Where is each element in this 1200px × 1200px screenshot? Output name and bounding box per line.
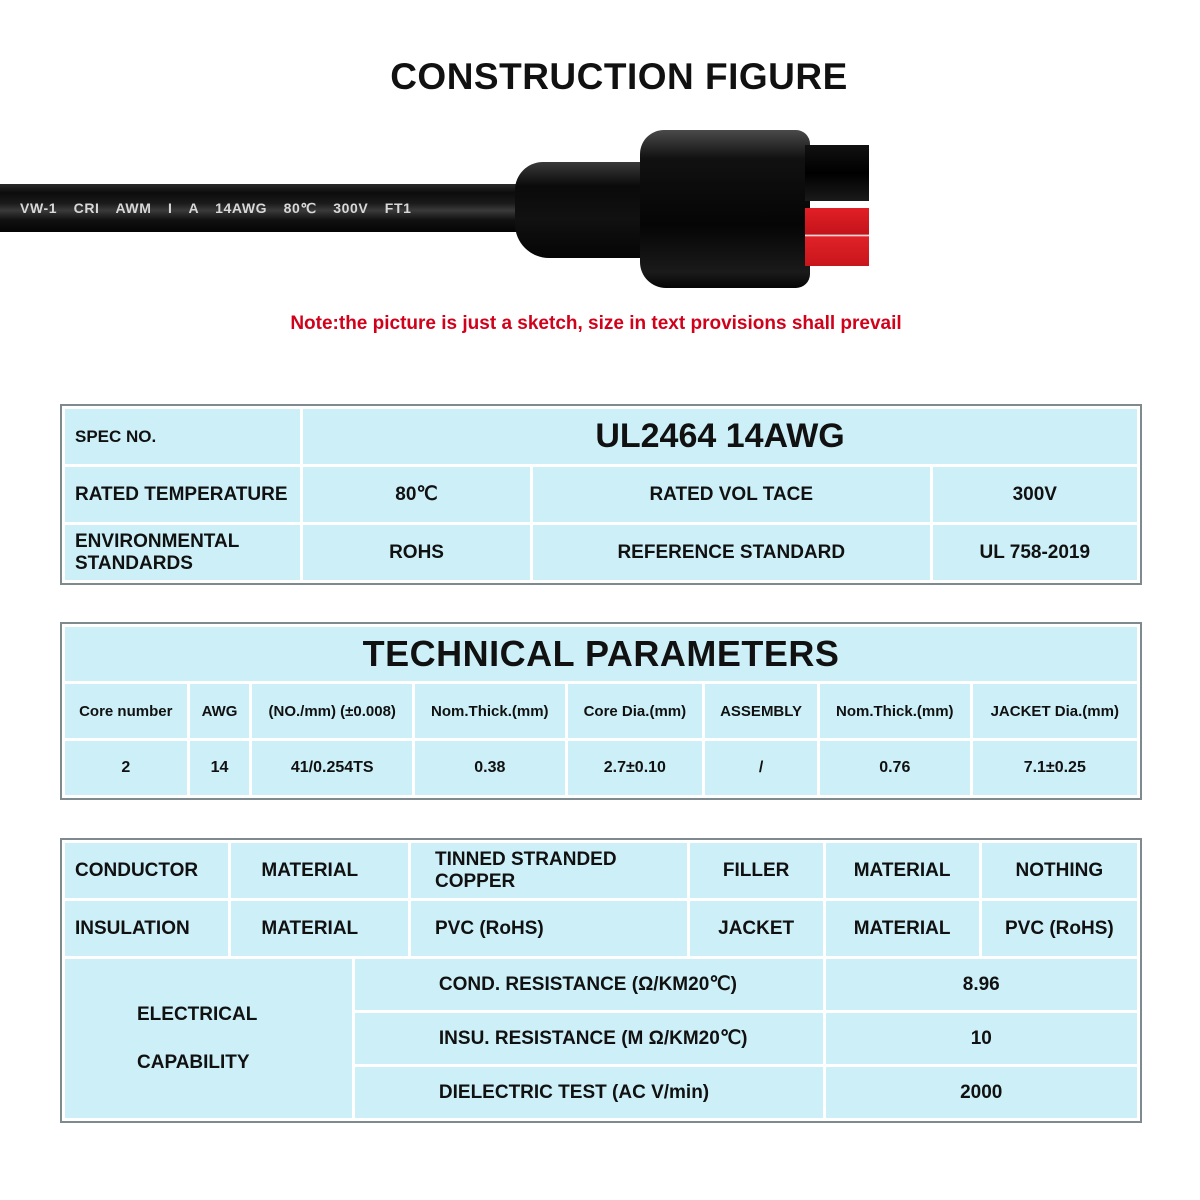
rated-voltage-value: 300V <box>933 467 1137 522</box>
spec-row-spec-no <box>65 409 1137 464</box>
jacket-material-value: PVC (RoHS) <box>982 901 1137 956</box>
technical-parameters-title: TECHNICAL PARAMETERS <box>65 627 1137 681</box>
table-cell: 7.1±0.25 <box>973 741 1137 795</box>
insulation-row <box>65 901 1137 956</box>
dielectric-test-label: DIELECTRIC TEST (AC V/min) <box>355 1067 823 1118</box>
jacket-material-label: MATERIAL <box>826 901 979 956</box>
technical-parameters-header-row <box>65 684 1137 738</box>
spec-no-value: UL2464 14AWG <box>303 409 1137 464</box>
dielectric-test-value: 2000 <box>826 1067 1137 1118</box>
conductor-material-value: TINNED STRANDED COPPER <box>411 843 687 898</box>
column-header: ASSEMBLY <box>705 684 817 738</box>
table-cell: 0.76 <box>820 741 970 795</box>
insulation-material-label: MATERIAL <box>231 901 408 956</box>
insu-resistance-label: INSU. RESISTANCE (M Ω/KM20℃) <box>355 1013 823 1064</box>
rated-temperature-value: 80℃ <box>303 467 530 522</box>
environmental-standards-label: ENVIRONMENTAL STANDARDS <box>65 525 300 580</box>
table-cell: 0.38 <box>415 741 565 795</box>
cond-resistance-value: 8.96 <box>826 959 1137 1010</box>
table-cell: 2.7±0.10 <box>568 741 703 795</box>
filler-material-value: NOTHING <box>982 843 1137 898</box>
filler-material-label: MATERIAL <box>826 843 979 898</box>
spec-table <box>60 404 1142 585</box>
materials-electrical-table <box>60 838 1142 1123</box>
electrical-capability-label <box>65 959 352 1118</box>
column-header: Nom.Thick.(mm) <box>820 684 970 738</box>
insulation-label: INSULATION <box>65 901 228 956</box>
column-header: AWG <box>190 684 250 738</box>
column-header: Nom.Thick.(mm) <box>415 684 565 738</box>
table-cell: / <box>705 741 817 795</box>
table-cell: 2 <box>65 741 187 795</box>
electrical-label-line1: ELECTRICAL <box>137 1003 258 1025</box>
environmental-standards-value: ROHS <box>303 525 530 580</box>
rated-temperature-label: RATED TEMPERATURE <box>65 467 300 522</box>
spec-no-label: SPEC NO. <box>65 409 300 464</box>
technical-parameters-table <box>60 622 1142 800</box>
cond-resistance-label: COND. RESISTANCE (Ω/KM20℃) <box>355 959 823 1010</box>
cable-marking: VW-1 CRI AWM I A 14AWG 80℃ 300V FT1 <box>20 200 412 216</box>
insu-resistance-value: 10 <box>826 1013 1137 1064</box>
filler-label: FILLER <box>690 843 823 898</box>
insulation-material-value: PVC (RoHS) <box>411 901 687 956</box>
connector-boot-body <box>640 130 810 288</box>
electrical-row <box>65 959 1137 1010</box>
connector-red-contact <box>805 208 869 266</box>
spec-row-rating <box>65 467 1137 522</box>
column-header: Core Dia.(mm) <box>568 684 703 738</box>
conductor-label: CONDUCTOR <box>65 843 228 898</box>
conductor-material-label: MATERIAL <box>231 843 408 898</box>
page-title: CONSTRUCTION FIGURE <box>390 56 848 97</box>
sketch-note: Note:the picture is just a sketch, size in text provisions shall prevail <box>290 313 902 334</box>
reference-standard-value: UL 758-2019 <box>933 525 1137 580</box>
column-header: (NO./mm) (±0.008) <box>252 684 412 738</box>
column-header: Core number <box>65 684 187 738</box>
table-cell: 14 <box>190 741 250 795</box>
connector-black-contact <box>805 145 869 201</box>
rated-voltage-label: RATED VOL TACE <box>533 467 930 522</box>
column-header: JACKET Dia.(mm) <box>973 684 1137 738</box>
table-cell: 41/0.254TS <box>252 741 412 795</box>
electrical-label-line2: CAPABILITY <box>137 1051 250 1073</box>
technical-parameters-value-row <box>65 741 1137 795</box>
jacket-label: JACKET <box>690 901 823 956</box>
conductor-row <box>65 843 1137 898</box>
reference-standard-label: REFERENCE STANDARD <box>533 525 930 580</box>
spec-row-standards <box>65 525 1137 580</box>
